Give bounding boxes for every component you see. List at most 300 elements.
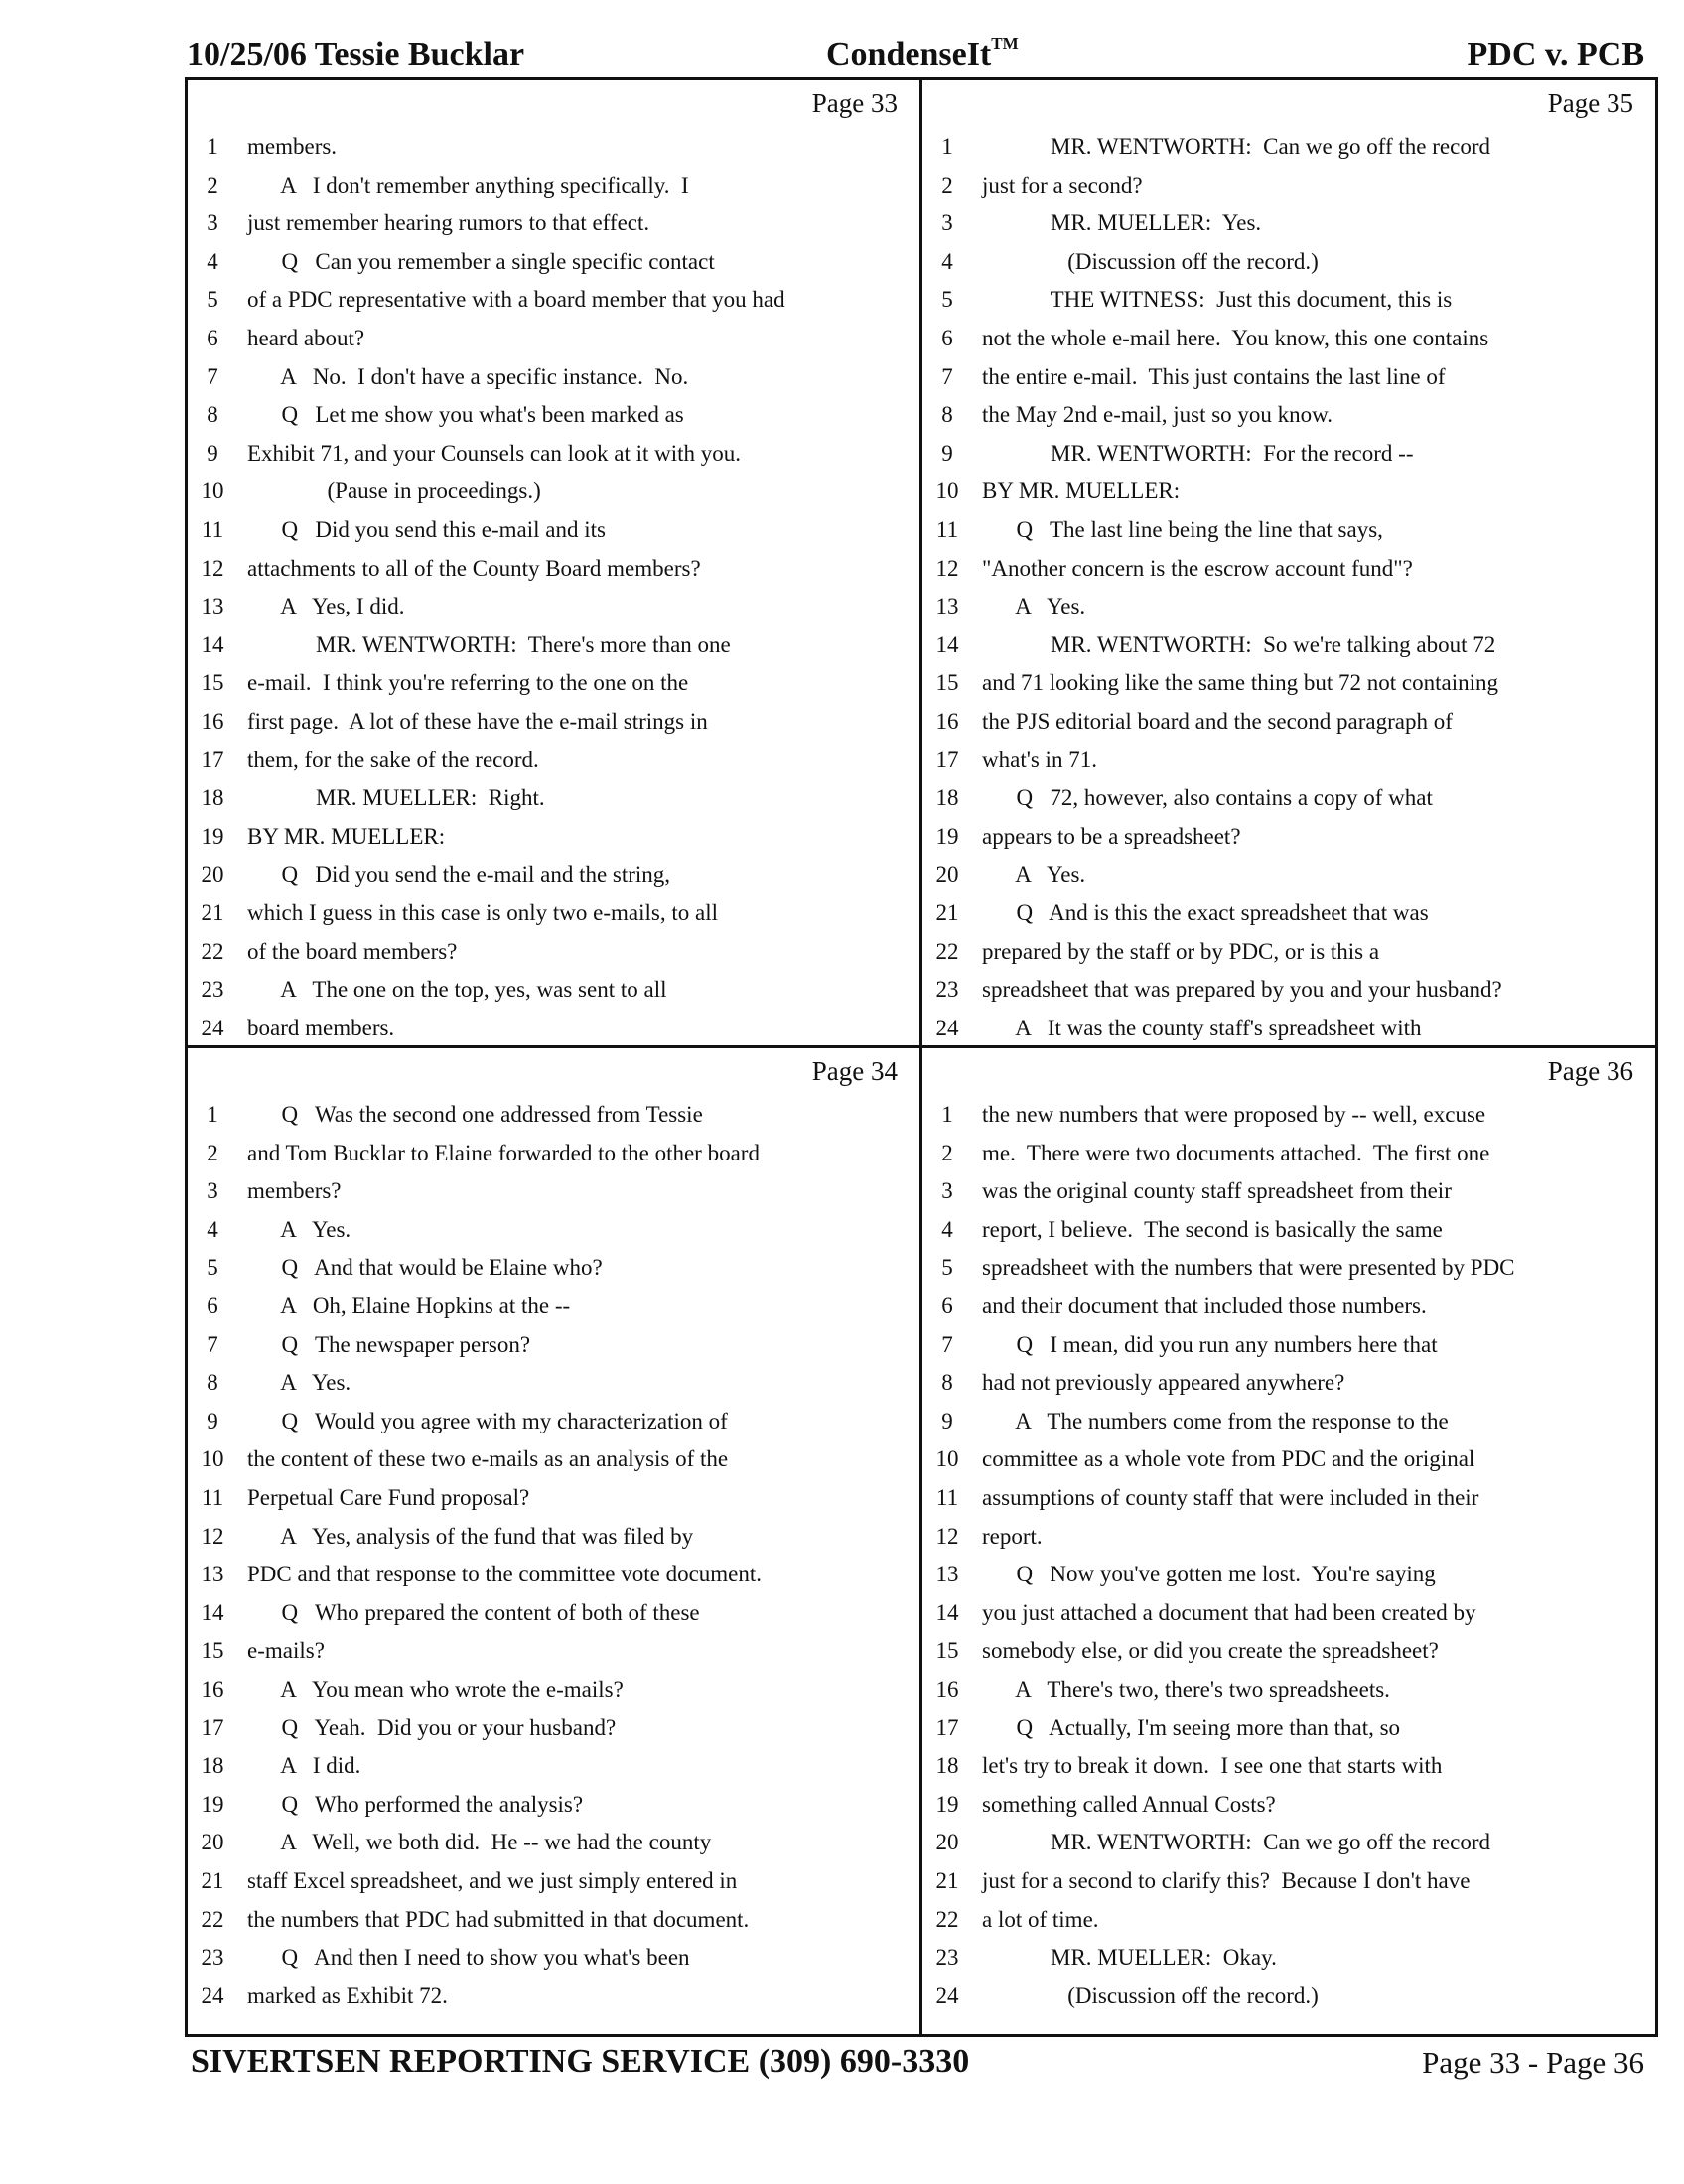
line-number: 4 — [207, 1216, 218, 1242]
page-title: Page 35 — [1547, 88, 1633, 118]
transcript-line — [188, 855, 919, 893]
line-number: 19 — [935, 1791, 959, 1817]
transcript-line — [922, 1287, 1655, 1325]
line-text: was the original county staff spreadsheet from their — [982, 1178, 1452, 1204]
line-text: Q Now you've gotten me lost. You're saying — [982, 1562, 1436, 1587]
line-number: 22 — [935, 938, 959, 964]
line-number: 6 — [207, 1294, 218, 1318]
line-number: 17 — [201, 747, 224, 772]
line-number: 8 — [941, 1370, 953, 1396]
line-text: the May 2nd e-mail, just so you know. — [982, 402, 1333, 428]
transcript-line — [922, 549, 1655, 588]
line-text: MR. WENTWORTH: There's more than one — [247, 631, 731, 657]
transcript-line — [188, 472, 919, 510]
transcript-line — [188, 1900, 919, 1939]
footer-page-range: Page 33 - Page 36 — [1422, 2045, 1644, 2080]
transcript-line — [188, 1746, 919, 1785]
line-text: BY MR. MUELLER: — [982, 478, 1181, 504]
line-number: 15 — [201, 670, 224, 696]
line-number: 22 — [935, 1906, 959, 1932]
transcript-line — [922, 280, 1655, 319]
line-text: A There's two, there's two spreadsheets. — [982, 1677, 1390, 1702]
line-text: MR. WENTWORTH: For the record -- — [982, 440, 1414, 466]
transcript-line — [188, 663, 919, 702]
transcript-line — [188, 1009, 919, 1047]
transcript-line — [188, 1823, 919, 1861]
line-number: 15 — [935, 670, 959, 696]
page-title: Page 34 — [811, 1056, 898, 1086]
transcript-line — [922, 587, 1655, 625]
transcript-line — [922, 1977, 1655, 2015]
line-number: 16 — [935, 709, 959, 734]
line-text: Perpetual Care Fund proposal? — [247, 1485, 530, 1510]
line-number: 19 — [935, 823, 959, 849]
line-text: THE WITNESS: Just this document, this is — [982, 287, 1453, 313]
transcript-line — [188, 1325, 919, 1364]
line-text: Q Can you remember a single specific contact — [247, 248, 715, 274]
line-text: MR. MUELLER: Yes. — [982, 210, 1262, 236]
transcript-line — [188, 932, 919, 971]
line-text: Q I mean, did you run any numbers here that — [982, 1331, 1438, 1357]
line-text: A Yes. — [247, 1216, 351, 1242]
transcript-line — [188, 741, 919, 779]
line-number: 21 — [935, 1868, 959, 1893]
line-number: 5 — [941, 287, 953, 313]
line-text: e-mails? — [247, 1638, 325, 1664]
page-block-34 — [188, 1048, 919, 2034]
line-number: 11 — [935, 1485, 959, 1510]
transcript-line — [922, 1785, 1655, 1824]
line-number: 7 — [207, 1331, 218, 1357]
line-number: 7 — [941, 1331, 953, 1357]
line-number: 24 — [935, 1982, 959, 2008]
transcript-line — [188, 1938, 919, 1977]
line-number: 10 — [201, 478, 224, 504]
page-title: Page 33 — [811, 88, 898, 118]
page-block-36 — [922, 1048, 1655, 2034]
line-text: MR. MUELLER: Right. — [247, 785, 545, 811]
line-number: 17 — [935, 747, 959, 772]
line-number: 13 — [935, 594, 959, 619]
line-text: prepared by the staff or by PDC, or is this a — [982, 938, 1380, 964]
line-text: let's try to break it down. I see one that starts with — [982, 1753, 1443, 1779]
line-text: Q 72, however, also contains a copy of what — [982, 785, 1433, 811]
line-text: the content of these two e-mails as an analysis of the — [247, 1446, 729, 1472]
transcript-line — [188, 395, 919, 434]
transcript-line — [922, 1823, 1655, 1861]
line-number: 1 — [941, 134, 953, 159]
line-number: 8 — [207, 1370, 218, 1396]
line-number: 18 — [201, 1753, 224, 1779]
line-number: 6 — [941, 1294, 953, 1318]
line-number: 24 — [201, 1982, 224, 2008]
line-text: had not previously appeared anywhere? — [982, 1370, 1345, 1396]
transcript-line — [188, 1248, 919, 1287]
line-number: 20 — [201, 862, 224, 887]
transcript-line — [922, 741, 1655, 779]
transcript-line — [922, 1708, 1655, 1747]
line-number: 11 — [201, 1485, 224, 1510]
line-text: appears to be a spreadsheet? — [982, 823, 1241, 849]
transcript-line — [188, 1363, 919, 1402]
transcript-line — [188, 1478, 919, 1517]
line-text: MR. WENTWORTH: Can we go off the record — [982, 134, 1490, 159]
line-text: the PJS editorial board and the second paragraph of — [982, 709, 1453, 734]
transcript-line — [922, 1631, 1655, 1670]
line-text: Q The last line being the line that says, — [982, 517, 1383, 542]
line-text: members. — [247, 134, 338, 159]
line-number: 3 — [207, 1178, 218, 1204]
transcript-line — [922, 1171, 1655, 1210]
line-number: 6 — [941, 326, 953, 350]
line-text: A Yes, I did. — [247, 594, 405, 619]
transcript-line — [922, 1478, 1655, 1517]
line-number: 2 — [207, 1140, 218, 1165]
line-text: MR. WENTWORTH: Can we go off the record — [982, 1830, 1490, 1855]
line-text: A Oh, Elaine Hopkins at the -- — [247, 1294, 571, 1318]
line-number: 20 — [935, 1830, 959, 1855]
transcript-line — [922, 434, 1655, 473]
transcript-line — [922, 855, 1655, 893]
transcript-line — [188, 778, 919, 817]
line-number: 2 — [207, 172, 218, 198]
line-text: Q Who performed the analysis? — [247, 1791, 584, 1817]
header-center — [826, 36, 1019, 73]
line-text: members? — [247, 1178, 342, 1204]
line-number: 15 — [201, 1638, 224, 1664]
line-text: Q And is this the exact spreadsheet that was — [982, 900, 1429, 925]
line-number: 10 — [935, 478, 959, 504]
line-number: 12 — [201, 555, 224, 581]
line-text: Q And that would be Elaine who? — [247, 1255, 603, 1281]
transcript-line — [922, 242, 1655, 281]
line-number: 12 — [935, 555, 959, 581]
line-number: 2 — [941, 1140, 953, 1165]
transcript-line — [188, 817, 919, 856]
transcript-line — [922, 663, 1655, 702]
transcript-line — [922, 970, 1655, 1009]
transcript-line — [922, 932, 1655, 971]
transcript-line — [922, 1555, 1655, 1593]
line-number: 9 — [941, 440, 953, 466]
line-text: report. — [982, 1523, 1043, 1549]
line-text: just for a second to clarify this? Because I don't have — [982, 1868, 1471, 1893]
line-number: 11 — [935, 517, 959, 542]
transcript-line — [922, 893, 1655, 932]
transcript-line — [188, 1631, 919, 1670]
line-number: 16 — [201, 1677, 224, 1702]
line-text: something called Annual Costs? — [982, 1791, 1276, 1817]
line-text: just remember hearing rumors to that effect. — [247, 210, 650, 236]
line-text: spreadsheet that was prepared by you and your husband? — [982, 977, 1502, 1003]
line-text: first page. A lot of these have the e-mail strings in — [247, 709, 708, 734]
line-text: staff Excel spreadsheet, and we just simply entered in — [247, 1868, 738, 1893]
line-text: A The one on the top, yes, was sent to all — [247, 977, 667, 1003]
transcript-line — [922, 702, 1655, 741]
line-number: 1 — [207, 134, 218, 159]
line-text: assumptions of county staff that were included in their — [982, 1485, 1479, 1510]
line-text: them, for the sake of the record. — [247, 747, 539, 772]
transcript-line — [188, 1708, 919, 1747]
line-number: 16 — [935, 1677, 959, 1702]
transcript-line — [188, 1287, 919, 1325]
line-text: A Yes. — [247, 1370, 351, 1396]
line-text: "Another concern is the escrow account fund"? — [982, 555, 1413, 581]
line-number: 9 — [941, 1408, 953, 1433]
header-right: PDC v. PCB — [1467, 36, 1644, 72]
transcript-line — [188, 434, 919, 473]
line-text: the entire e-mail. This just contains the last line of — [982, 363, 1446, 389]
line-text: Q Actually, I'm seeing more than that, so — [982, 1714, 1401, 1740]
transcript-line — [922, 1402, 1655, 1440]
trademark-mark: TM — [991, 34, 1019, 53]
line-text: the numbers that PDC had submitted in that document. — [247, 1906, 750, 1932]
line-number: 3 — [941, 1178, 953, 1204]
page-title: Page 36 — [1547, 1056, 1633, 1086]
transcript-line — [188, 1210, 919, 1249]
line-number: 9 — [207, 1408, 218, 1433]
line-text: report, I believe. The second is basically the same — [982, 1216, 1443, 1242]
line-number: 18 — [935, 785, 959, 811]
line-text: attachments to all of the County Board members? — [247, 555, 701, 581]
line-text: A The numbers come from the response to the — [982, 1408, 1449, 1433]
line-text: A No. I don't have a specific instance. No. — [247, 363, 689, 389]
line-number: 5 — [207, 287, 218, 313]
line-number: 9 — [207, 440, 218, 466]
transcript-line — [922, 357, 1655, 396]
line-number: 3 — [941, 210, 953, 236]
line-number: 21 — [201, 900, 224, 925]
transcript-line — [922, 1095, 1655, 1134]
transcript-line — [922, 472, 1655, 510]
transcript-line — [188, 280, 919, 319]
transcript-line — [188, 1517, 919, 1556]
line-number: 7 — [207, 363, 218, 389]
line-number: 4 — [941, 1216, 953, 1242]
line-text: Q Would you agree with my characterization of — [247, 1408, 728, 1433]
transcript-line — [922, 1210, 1655, 1249]
line-number: 16 — [201, 709, 224, 734]
line-text: Q The newspaper person? — [247, 1331, 531, 1357]
line-text: what's in 71. — [982, 747, 1097, 772]
transcript-line — [188, 510, 919, 549]
line-number: 6 — [207, 326, 218, 350]
transcript-line — [922, 1746, 1655, 1785]
transcript-line — [922, 1009, 1655, 1047]
line-text: BY MR. MUELLER: — [247, 823, 446, 849]
transcript-line — [922, 817, 1655, 856]
line-text: Q Did you send the e-mail and the string, — [247, 862, 671, 887]
line-text: not the whole e-mail here. You know, this one contains — [982, 326, 1489, 350]
transcript-line — [188, 1977, 919, 2015]
line-text: the new numbers that were proposed by -- well, excuse — [982, 1102, 1486, 1127]
line-text: (Discussion off the record.) — [982, 248, 1319, 274]
line-number: 12 — [935, 1523, 959, 1549]
line-text: (Discussion off the record.) — [982, 1982, 1319, 2008]
transcript-line — [188, 1555, 919, 1593]
line-text: A Yes, analysis of the fund that was filed by — [247, 1523, 694, 1549]
line-number: 13 — [201, 1562, 224, 1587]
line-text: MR. WENTWORTH: So we're talking about 72 — [982, 631, 1496, 657]
transcript-line — [922, 319, 1655, 357]
transcript-line — [188, 1861, 919, 1900]
line-text: A I did. — [247, 1753, 361, 1779]
transcript-line — [922, 778, 1655, 817]
transcript-line — [922, 395, 1655, 434]
line-text: Q And then I need to show you what's been — [247, 1945, 690, 1971]
line-number: 2 — [941, 172, 953, 198]
line-text: a lot of time. — [982, 1906, 1099, 1932]
transcript-line — [922, 1439, 1655, 1478]
line-text: A You mean who wrote the e-mails? — [247, 1677, 624, 1702]
line-number: 20 — [935, 862, 959, 887]
transcript-line — [188, 1593, 919, 1632]
line-number: 22 — [201, 938, 224, 964]
line-number: 23 — [201, 1945, 224, 1971]
line-number: 19 — [201, 823, 224, 849]
line-number: 24 — [201, 1015, 224, 1040]
line-number: 13 — [935, 1562, 959, 1587]
line-text: PDC and that response to the committee vote document. — [247, 1562, 763, 1587]
line-number: 23 — [935, 977, 959, 1003]
transcript-line — [922, 166, 1655, 205]
line-number: 10 — [935, 1446, 959, 1472]
transcript-line — [188, 587, 919, 625]
line-number: 18 — [201, 785, 224, 811]
transcript-line — [188, 127, 919, 166]
transcript-line — [922, 1593, 1655, 1632]
line-number: 15 — [935, 1638, 959, 1664]
line-text: Q Who prepared the content of both of these — [247, 1599, 700, 1625]
transcript-line — [188, 204, 919, 242]
line-number: 11 — [201, 517, 224, 542]
transcript-line — [922, 1517, 1655, 1556]
transcript-line — [188, 319, 919, 357]
transcript-line — [188, 1134, 919, 1172]
transcript-line — [922, 127, 1655, 166]
line-text: of a PDC representative with a board member that you had — [247, 287, 785, 313]
footer-reporting-service: SIVERTSEN REPORTING SERVICE (309) 690-3330 — [191, 2043, 970, 2080]
transcript-line — [188, 1670, 919, 1708]
line-text: which I guess in this case is only two e-mails, to all — [247, 900, 718, 925]
line-text: heard about? — [247, 326, 365, 350]
transcript-line — [922, 1248, 1655, 1287]
line-text: (Pause in proceedings.) — [247, 478, 541, 504]
line-number: 12 — [201, 1523, 224, 1549]
line-text: marked as Exhibit 72. — [247, 1982, 448, 2008]
line-text: spreadsheet with the numbers that were presented by PDC — [982, 1255, 1515, 1281]
line-text: committee as a whole vote from PDC and the original — [982, 1446, 1475, 1472]
transcript-line — [922, 510, 1655, 549]
line-text: board members. — [247, 1015, 395, 1040]
line-text: Q Did you send this e-mail and its — [247, 517, 606, 542]
line-number: 14 — [201, 1599, 224, 1625]
line-text: me. There were two documents attached. The first one — [982, 1140, 1490, 1165]
transcript-line — [188, 702, 919, 741]
line-text: and their document that included those numbers. — [982, 1294, 1427, 1318]
line-number: 3 — [207, 210, 218, 236]
transcript-line — [188, 1171, 919, 1210]
line-text: Q Was the second one addressed from Tessie — [247, 1102, 703, 1127]
line-number: 24 — [935, 1015, 959, 1040]
transcript-line — [922, 1900, 1655, 1939]
transcript-line — [922, 625, 1655, 664]
transcript-line — [188, 166, 919, 205]
transcript-line — [188, 357, 919, 396]
transcript-line — [188, 1402, 919, 1440]
page-block-35 — [922, 80, 1655, 1045]
transcript-line — [188, 970, 919, 1009]
transcript-line — [188, 893, 919, 932]
line-number: 20 — [201, 1830, 224, 1855]
transcript-line — [188, 549, 919, 588]
transcript-line — [922, 204, 1655, 242]
line-number: 5 — [207, 1255, 218, 1281]
transcript-line — [922, 1670, 1655, 1708]
transcript-line — [188, 625, 919, 664]
line-number: 14 — [935, 1599, 959, 1625]
line-text: Q Let me show you what's been marked as — [247, 402, 684, 428]
line-number: 14 — [935, 631, 959, 657]
line-number: 18 — [935, 1753, 959, 1779]
line-text: and 71 looking like the same thing but 72 not containing — [982, 670, 1498, 696]
line-number: 7 — [941, 363, 953, 389]
transcript-line — [188, 242, 919, 281]
transcript-line — [922, 1938, 1655, 1977]
line-text: A Yes. — [982, 594, 1086, 619]
line-number: 19 — [201, 1791, 224, 1817]
line-text: Exhibit 71, and your Counsels can look at it with you. — [247, 440, 742, 466]
line-number: 13 — [201, 594, 224, 619]
line-text: and Tom Bucklar to Elaine forwarded to the other board — [247, 1140, 760, 1165]
transcript-line — [922, 1134, 1655, 1172]
header-title: CondenseIt — [826, 36, 992, 72]
line-number: 1 — [941, 1102, 953, 1127]
line-text: A I don't remember anything specifically. I — [247, 172, 689, 198]
line-text: A Well, we both did. He -- we had the county — [247, 1830, 712, 1855]
line-number: 8 — [941, 402, 953, 428]
line-number: 17 — [935, 1714, 959, 1740]
line-number: 4 — [941, 248, 953, 274]
line-number: 4 — [207, 248, 218, 274]
page-block-33 — [188, 80, 919, 1045]
line-text: just for a second? — [982, 172, 1143, 198]
line-number: 22 — [201, 1906, 224, 1932]
line-number: 14 — [201, 631, 224, 657]
line-text: Q Yeah. Did you or your husband? — [247, 1714, 617, 1740]
line-number: 5 — [941, 1255, 953, 1281]
line-number: 10 — [201, 1446, 224, 1472]
line-text: MR. MUELLER: Okay. — [982, 1945, 1277, 1971]
transcript-line — [188, 1095, 919, 1134]
line-number: 8 — [207, 402, 218, 428]
transcript-line — [922, 1325, 1655, 1364]
line-text: A It was the county staff's spreadsheet with — [982, 1015, 1422, 1040]
line-text: you just attached a document that had been created by — [982, 1599, 1476, 1625]
line-number: 23 — [201, 977, 224, 1003]
line-text: of the board members? — [247, 938, 458, 964]
line-text: somebody else, or did you create the spreadsheet? — [982, 1638, 1439, 1664]
line-number: 23 — [935, 1945, 959, 1971]
line-number: 17 — [201, 1714, 224, 1740]
transcript-line — [922, 1363, 1655, 1402]
transcript-line — [188, 1439, 919, 1478]
transcript-line — [188, 1785, 919, 1824]
line-number: 21 — [201, 1868, 224, 1893]
line-text: e-mail. I think you're referring to the one on the — [247, 670, 689, 696]
line-text: A Yes. — [982, 862, 1086, 887]
header-left: 10/25/06 Tessie Bucklar — [187, 36, 525, 72]
